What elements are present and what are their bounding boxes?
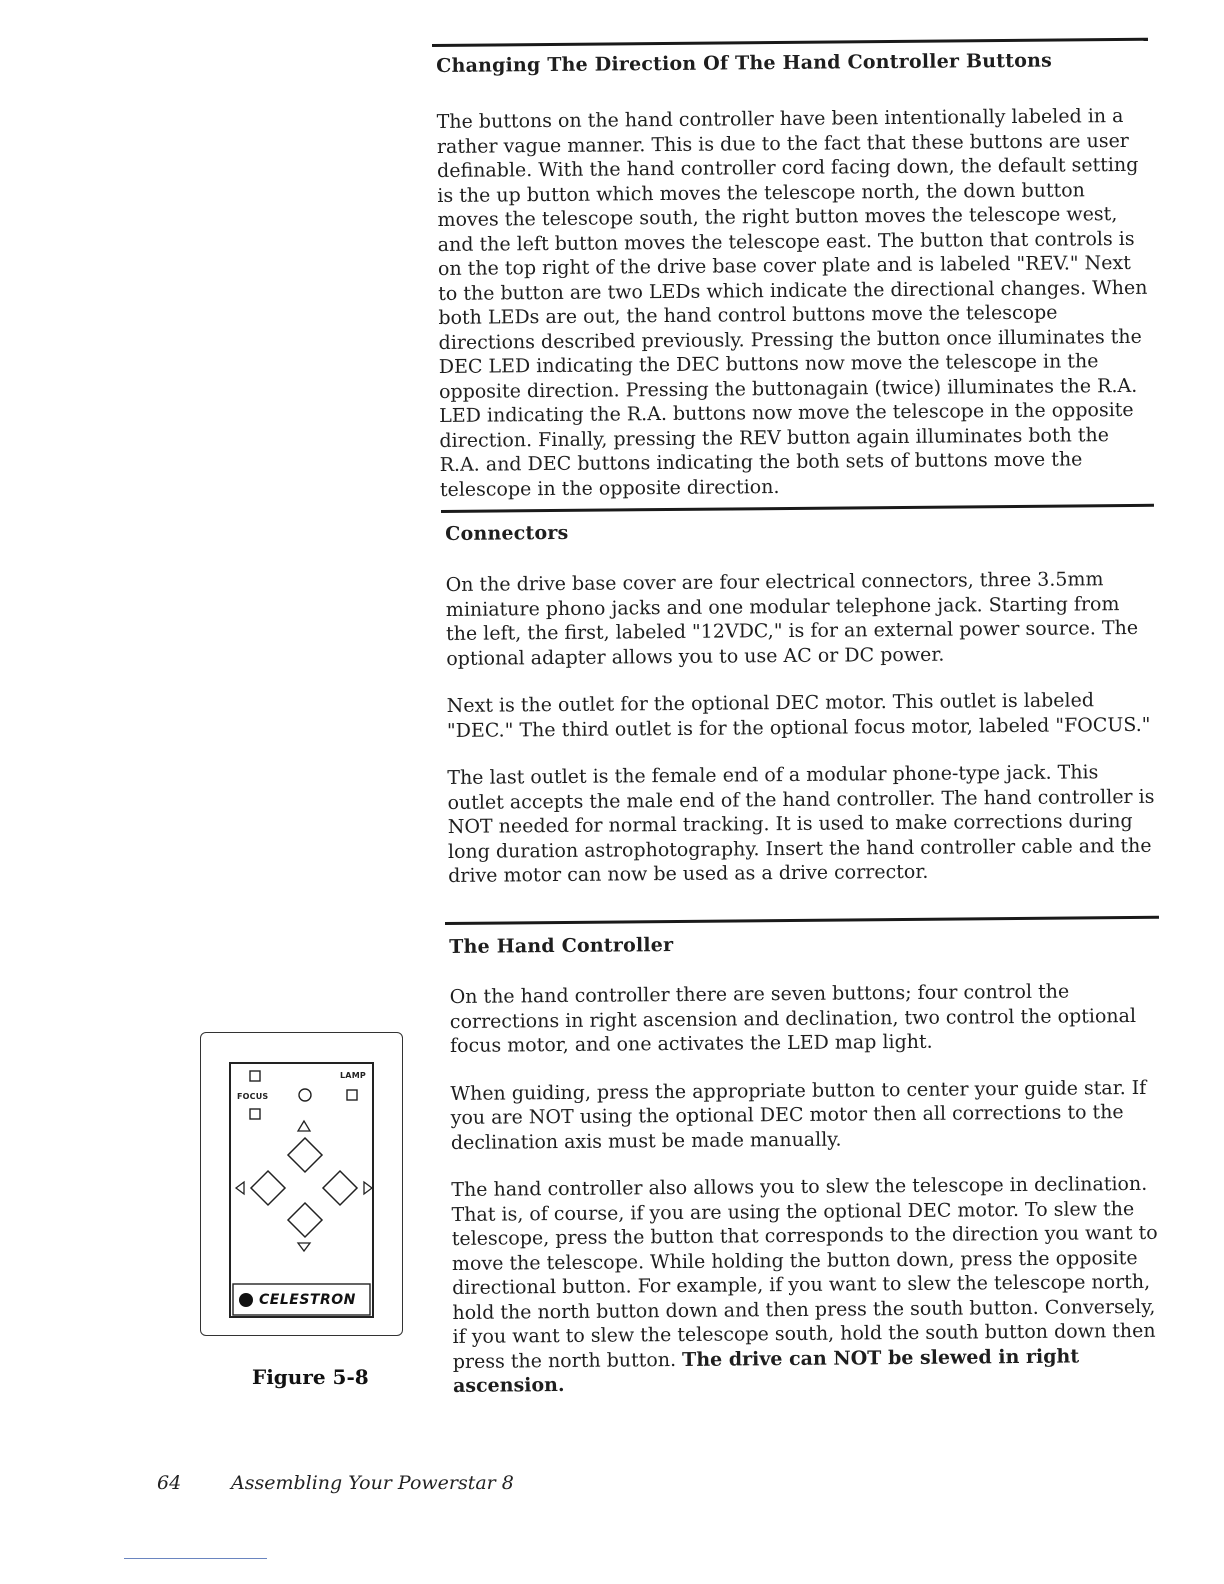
brand-name: CELESTRON [259,1292,356,1308]
paragraph: On the drive base cover are four electrical connectors, three 3.5mm miniature phono jacks and one modular telephone jack. Starting from the left, the first, labeled "12VDC," is for an external power source. The optional adapter allows you to use AC or DC power. [445,568,1139,670]
section-heading: Connectors [445,521,569,545]
paragraph: On the hand controller there are seven buttons; four control the corrections in right ascension and declination, two control the optional focus motor, and one activates the LED map light. [449,980,1137,1057]
section-heading: Changing The Direction Of The Hand Controller Buttons [436,49,1053,77]
lamp-label: LAMP [340,1071,366,1080]
paragraph-bold-note: The drive can NOT be slewed in right ascension. [452,1344,1080,1397]
section-connectors [441,504,1157,889]
bottom-divider [124,1558,267,1559]
focus-label: FOCUS [237,1092,269,1101]
paragraph: When guiding, press the appropriate button to center your guide star. If you are NOT using the optional DEC motor then all corrections to the declination axis must be made manually. [450,1076,1147,1154]
brand-bar [233,1286,369,1314]
page-footer [157,1472,514,1494]
paragraph-text: The hand controller also allows you to slew the telescope in declination. That is, of course, if you are using the optional DEC motor. To slew the telescope, press the button that corresponds to the direction you want to move the telescope. While holding the button down, press the opposite directional button. For example, if you want to slew the telescope north, hold the north button down and then press the south button. Conversely, if you want to slew the telescope south, hold the south button down then press the north button. [451,1172,1158,1373]
paragraph: The last outlet is the female end of a modular phone-type jack. This outlet accepts the male end of the hand controller. The hand controller is NOT needed for normal tracking. It is used to make corrections during long duration astrophotography. Insert the hand controller cable and the drive motor can now be used as a drive corrector. [447,761,1155,887]
paragraph-last [451,1172,1163,1399]
section-hand-controller [445,916,1163,1399]
figure-caption: Figure 5-8 [252,1365,369,1389]
section-changing-direction [432,38,1152,502]
section-heading: The Hand Controller [449,934,674,958]
paragraph: Next is the outlet for the optional DEC motor. This outlet is labeled "DEC." The third outlet is for the optional focus motor, labeled "FOCUS." [446,689,1151,742]
book-title: Assembling Your Powerstar 8 [231,1472,514,1494]
page-number: 64 [157,1472,182,1494]
section-rule [432,38,1148,47]
paragraph: The buttons on the hand controller have been intentionally labeled in a rather vague manner. This is due to the fact that these buttons are user definable. With the hand controller cord facing down, the default setting is the up button which moves the telescope north, the down button moves the telescope south, the right button moves the telescope west, and the left button moves the telescope east. The button that controls is on the top right of the drive base cover plate and is labeled "REV." Next to the button are two LEDs which indicate the directional changes. When both LEDs are out, the hand control buttons move the telescope directions described previously. Pressing the button once illuminates the DEC LED indicating the DEC buttons now move the telescope in the opposite direction. Pressing the buttonagain (twice) illuminates the R.A. LED indicating the R.A. buttons now move the telescope in the opposite direction. Finally, pressing the REV button again illuminates both the R.A. and DEC buttons indicating the both sets of buttons move the telescope in the opposite direction. [436,104,1148,501]
section-rule [441,504,1154,513]
section-rule [445,916,1159,925]
